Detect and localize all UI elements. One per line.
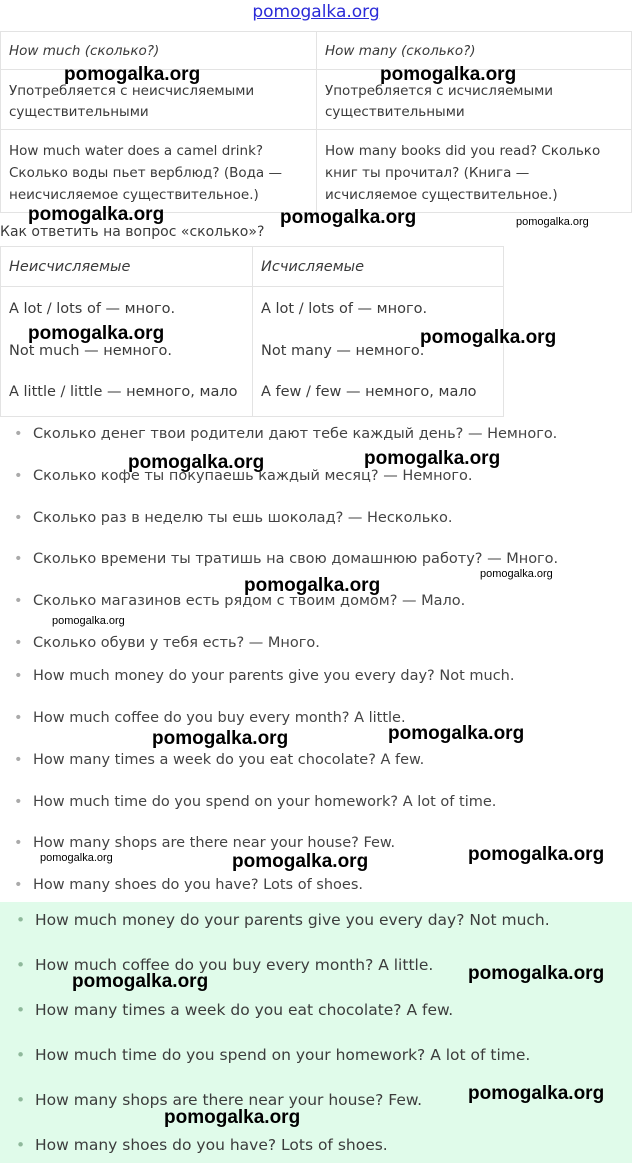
answer-block [0,902,632,1163]
list-item: • Сколько обуви у тебя есть? — Много. [14,635,320,651]
watermark: pomogalka.org [64,64,201,85]
list-item: • Сколько кофе ты покупаешь каждый месяц? — Немного. [14,468,473,484]
header-uncountable: Неисчисляемые [1,247,253,287]
list-item: • Сколько раз в неделю ты ешь шоколад? — Несколько. [14,510,453,526]
watermark: pomogalka.org [72,971,209,992]
watermark: pomogalka.org [480,568,553,580]
cell-countable-answers [253,287,504,417]
watermark: pomogalka.org [420,327,557,348]
cell-countable-example: How many books did you read? Сколько книг ты прочитал? (Книга — исчисляемое существительное.) [317,130,632,213]
list-item: • How many shoes do you have? Lots of shoes. [14,877,363,893]
how-much-many-table [0,31,632,213]
answer-a-lot: A lot / lots of — много. [9,301,176,317]
list-item: • How much coffee do you buy every month? A little. [14,710,406,726]
answer-item: • How much coffee do you buy every month? A little. [16,956,433,974]
watermark: pomogalka.org [40,852,113,864]
header-how-much: How much (сколько?) [1,32,317,70]
watermark: pomogalka.org [380,64,517,85]
watermark: pomogalka.org [388,723,525,744]
list-item: • Сколько магазинов есть рядом с твоим домом? — Мало. [14,593,465,609]
list-item: • How much money do your parents give you every day? Not much. [14,668,514,684]
answer-a-lot-countable: A lot / lots of — много. [261,301,428,317]
answer-item: • How many shops are there near your house? Few. [16,1091,422,1109]
watermark: pomogalka.org [152,728,289,749]
list-item: • How many shops are there near your house? Few. [14,835,395,851]
answer-item: • How many times a week do you eat chocolate? A few. [16,1001,453,1019]
answer-item: • How much money do your parents give you every day? Not much. [16,911,550,929]
watermark: pomogalka.org [280,207,417,228]
header-countable: Исчисляемые [253,247,504,287]
watermark: pomogalka.org [232,851,369,872]
list-item: • How many times a week do you eat chocolate? A few. [14,752,424,768]
watermark: pomogalka.org [52,615,125,627]
watermark: pomogalka.org [468,963,605,984]
site-link[interactable]: pomogalka.org [252,2,380,22]
question-heading: Как ответить на вопрос «сколько»? [0,224,265,240]
watermark: pomogalka.org [468,844,605,865]
answer-item: • How many shoes do you have? Lots of shoes. [16,1136,388,1154]
answer-not-many: Not many — немного. [261,343,425,359]
answer-a-few: A few / few — немного, мало [261,384,477,400]
watermark: pomogalka.org [128,452,265,473]
answer-a-little: A little / little — немного, мало [9,384,238,400]
watermark: pomogalka.org [364,448,501,469]
watermark: pomogalka.org [28,323,165,344]
answer-item: • How much time do you spend on your homework? A lot of time. [16,1046,530,1064]
watermark: pomogalka.org [468,1083,605,1104]
watermark: pomogalka.org [244,575,381,596]
answer-not-much: Not much — немного. [9,343,172,359]
watermark: pomogalka.org [28,204,165,225]
cell-uncountable-usage: Употребляется с неисчисляемыми существительными [1,70,317,130]
list-item: • Сколько времени ты тратишь на свою домашнюю работу? — Много. [14,551,558,567]
cell-countable-usage: Употребляется с исчисляемыми существительными [317,70,632,130]
list-item: • How much time do you spend on your homework? A lot of time. [14,794,496,810]
watermark: pomogalka.org [516,216,589,228]
header-how-many: How many (сколько?) [317,32,632,70]
cell-uncountable-answers [1,287,253,417]
list-item: • Сколько денег твои родители дают тебе каждый день? — Немного. [14,426,557,442]
watermark: pomogalka.org [164,1107,301,1128]
cell-uncountable-example: How much water does a camel drink? Сколько воды пьет верблюд? (Вода — неисчисляемое существительное.) [1,130,317,213]
